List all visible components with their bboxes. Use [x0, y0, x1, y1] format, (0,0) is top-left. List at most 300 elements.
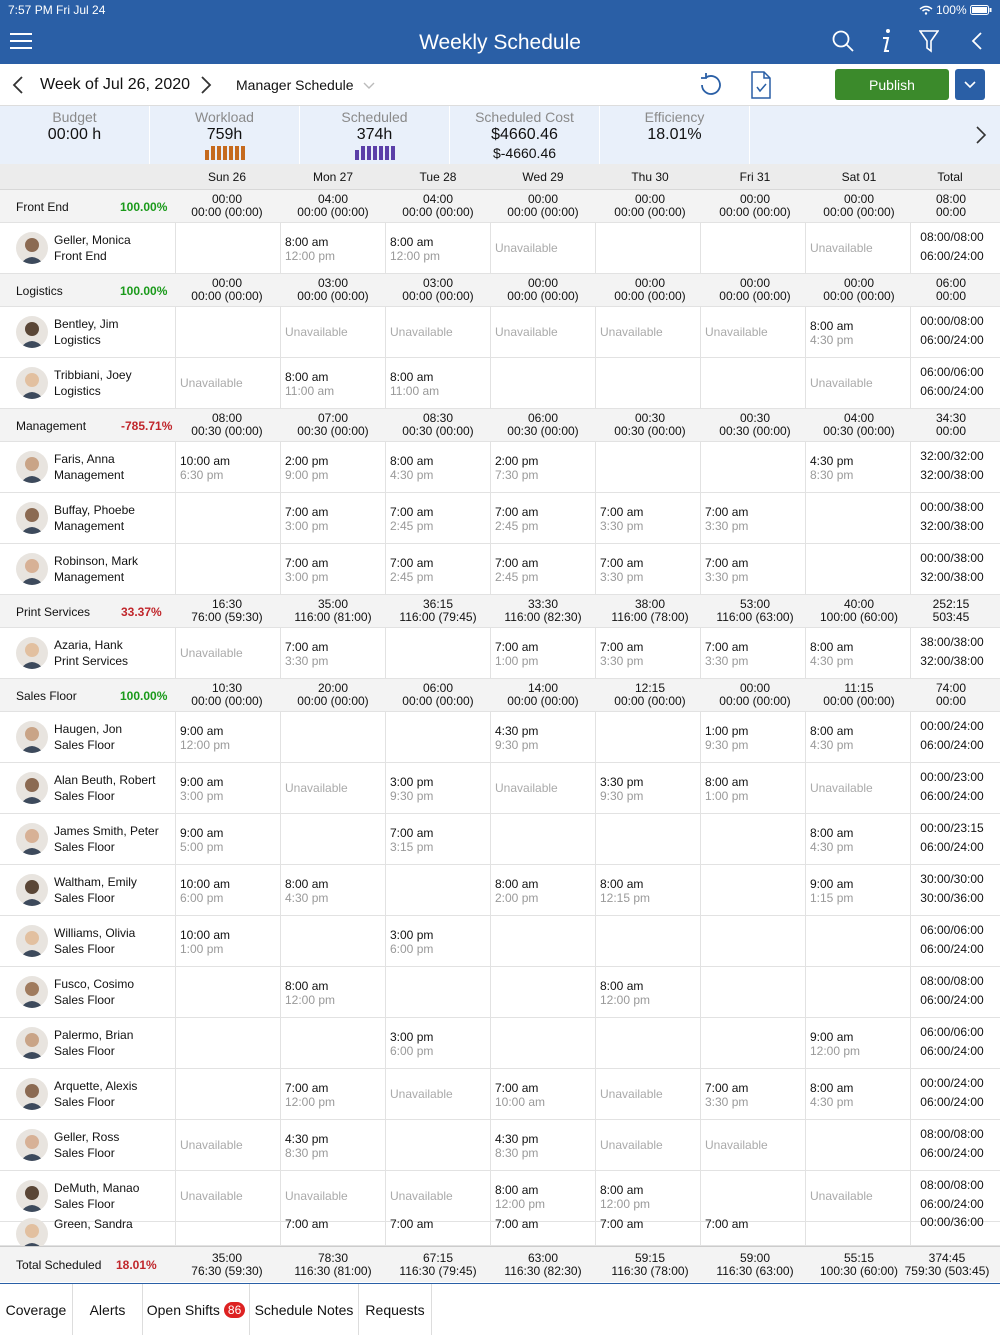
- unavailable-cell[interactable]: [595, 1120, 700, 1171]
- shift-cell[interactable]: [385, 358, 490, 409]
- empty-cell[interactable]: [175, 223, 280, 274]
- shift-cell[interactable]: [805, 628, 910, 679]
- group-day-total: [278, 277, 388, 303]
- employee-row[interactable]: [0, 814, 1000, 865]
- shift-cell[interactable]: [805, 442, 910, 493]
- shift-cell[interactable]: [385, 916, 490, 967]
- shift: [495, 505, 538, 533]
- shift-cell[interactable]: [700, 712, 805, 763]
- kpi-next-chevron-icon[interactable]: [975, 126, 987, 144]
- employee-row[interactable]: [0, 1018, 1000, 1069]
- kpi-scheduled-cost: [450, 106, 600, 164]
- shift-cell[interactable]: [280, 358, 385, 409]
- group-scheduled-hours: 11:15: [844, 681, 874, 695]
- shift: [495, 1081, 545, 1109]
- shift-cell[interactable]: [490, 628, 595, 679]
- shift-start: 8:00 am: [705, 775, 749, 789]
- shift-cell[interactable]: [805, 814, 910, 865]
- filter-icon[interactable]: [914, 26, 944, 56]
- empty-cell[interactable]: [385, 865, 490, 916]
- unavailable-cell[interactable]: [385, 1069, 490, 1120]
- spark-bar: [367, 146, 371, 160]
- shift-cell[interactable]: [385, 442, 490, 493]
- shift: [285, 370, 334, 398]
- employee-week-total: [911, 870, 993, 908]
- shift-cell[interactable]: [595, 1217, 700, 1246]
- group-scheduled-hours: 53:00: [739, 597, 771, 611]
- shift-end: 3:30 pm: [600, 519, 644, 533]
- shift-cell[interactable]: [280, 1217, 385, 1246]
- group-scheduled-hours: 00:00: [739, 192, 771, 206]
- unavailable-label: Unavailable: [600, 1087, 663, 1101]
- unavailable-cell[interactable]: [385, 307, 490, 358]
- shift-cell[interactable]: [175, 442, 280, 493]
- unavailable-cell[interactable]: [280, 307, 385, 358]
- empty-cell[interactable]: [490, 916, 595, 967]
- empty-cell[interactable]: [175, 1069, 280, 1120]
- empty-cell[interactable]: [175, 307, 280, 358]
- total-scheduled-hours: 374:45: [928, 1251, 966, 1265]
- employee-week-total: [911, 312, 993, 350]
- empty-cell[interactable]: [280, 712, 385, 763]
- shift: [285, 877, 328, 905]
- empty-cell[interactable]: [595, 916, 700, 967]
- shift: [705, 1217, 748, 1231]
- employee-total-cell: [910, 865, 1000, 916]
- group-budget-hours: 76:00 (59:30): [191, 610, 263, 624]
- shift-cell[interactable]: [280, 223, 385, 274]
- employee-fullname: DeMuth, Manao: [54, 1181, 140, 1195]
- employee-hours-limit: 06:00/24:00: [920, 789, 984, 803]
- tab-alerts[interactable]: [73, 1284, 143, 1335]
- empty-cell[interactable]: [280, 814, 385, 865]
- employee-total-cell: [910, 814, 1000, 865]
- shift: [810, 877, 853, 905]
- employee-week-total: [911, 447, 993, 485]
- empty-cell[interactable]: [175, 967, 280, 1018]
- total-day-cell: [383, 1252, 493, 1278]
- empty-cell[interactable]: [700, 1018, 805, 1069]
- empty-cell[interactable]: [700, 916, 805, 967]
- shift-start: 8:00 am: [390, 454, 434, 468]
- empty-cell[interactable]: [175, 1018, 280, 1069]
- empty-cell[interactable]: [385, 1120, 490, 1171]
- empty-cell[interactable]: [700, 223, 805, 274]
- group-budget-hours: 00:00 (00:00): [823, 694, 895, 708]
- shift-end: 4:30 pm: [810, 738, 854, 752]
- shift-end: 4:30 pm: [390, 468, 434, 482]
- shift-end: 3:30 pm: [705, 570, 749, 584]
- group-scheduled-hours: 07:00: [317, 411, 349, 425]
- group-budget-hours: 00:30 (00:00): [507, 424, 579, 438]
- total-day-cell: [488, 1252, 598, 1278]
- shift: [495, 454, 538, 482]
- unavailable-cell[interactable]: [175, 1171, 280, 1222]
- group-day-total: [700, 682, 810, 708]
- shift: [180, 775, 223, 803]
- shift-end: 6:00 pm: [390, 1044, 434, 1058]
- total-scheduled-hours: 59:15: [634, 1251, 666, 1265]
- shift-cell[interactable]: [280, 1120, 385, 1171]
- tab-label: Requests: [365, 1301, 425, 1318]
- employee-row[interactable]: [0, 544, 1000, 595]
- employee-week-total: [911, 1213, 993, 1232]
- group-total-budget: 00:00: [935, 424, 967, 438]
- shift-cell[interactable]: [595, 967, 700, 1018]
- empty-cell[interactable]: [595, 712, 700, 763]
- empty-cell[interactable]: [805, 1120, 910, 1171]
- shift-start: 8:00 am: [285, 979, 329, 993]
- empty-cell[interactable]: [385, 712, 490, 763]
- shift-cell[interactable]: [490, 1171, 595, 1222]
- group-efficiency: 100.00%: [120, 284, 168, 298]
- empty-cell[interactable]: [700, 865, 805, 916]
- employee-row[interactable]: [0, 628, 1000, 679]
- avatar: [16, 772, 48, 804]
- avatar: [16, 1027, 48, 1059]
- shift-end: 9:30 pm: [390, 789, 434, 803]
- shift-cell[interactable]: [490, 865, 595, 916]
- shift: [285, 1081, 335, 1109]
- shift-cell[interactable]: [490, 442, 595, 493]
- unavailable-cell[interactable]: [805, 1171, 910, 1222]
- document-icon[interactable]: [750, 70, 772, 100]
- shift-cell[interactable]: [490, 1217, 595, 1246]
- shift-end: 2:00 pm: [495, 891, 539, 905]
- employee-hours-limit: 06:00/24:00: [920, 1197, 984, 1211]
- shift-start: 10:00 am: [180, 928, 231, 942]
- shift-cell[interactable]: [595, 628, 700, 679]
- shift: [810, 826, 853, 854]
- shift-cell[interactable]: [805, 1069, 910, 1120]
- battery-icon: [970, 5, 992, 15]
- shift-cell[interactable]: [175, 763, 280, 814]
- empty-cell[interactable]: [280, 1018, 385, 1069]
- unavailable-cell[interactable]: [490, 763, 595, 814]
- empty-cell[interactable]: [175, 544, 280, 595]
- employee-name: [54, 232, 131, 264]
- employee-fullname: Haugen, Jon: [54, 722, 123, 736]
- shift-cell[interactable]: [280, 1069, 385, 1120]
- employee-row[interactable]: [0, 1069, 1000, 1120]
- employee-row[interactable]: [0, 1215, 1000, 1246]
- unavailable-cell[interactable]: [805, 223, 910, 274]
- employee-row[interactable]: [0, 493, 1000, 544]
- empty-cell[interactable]: [490, 358, 595, 409]
- shift-cell[interactable]: [385, 1217, 490, 1246]
- employee-total-cell: [910, 628, 1000, 679]
- empty-cell[interactable]: [595, 814, 700, 865]
- employee-fullname: Bentley, Jim: [54, 317, 119, 331]
- employee-total-cell: [910, 223, 1000, 274]
- shift-cell[interactable]: [385, 493, 490, 544]
- empty-cell[interactable]: [175, 1222, 280, 1246]
- shift-cell[interactable]: [700, 763, 805, 814]
- shift-cell[interactable]: [700, 1069, 805, 1120]
- employee-name: [54, 637, 128, 669]
- employee-department: Sales Floor: [54, 993, 115, 1007]
- empty-cell[interactable]: [700, 814, 805, 865]
- empty-cell[interactable]: [700, 1171, 805, 1222]
- group-efficiency: -785.71%: [121, 419, 173, 433]
- unavailable-label: Unavailable: [705, 325, 768, 339]
- shift: [390, 826, 433, 854]
- employee-week-total: [911, 1176, 993, 1214]
- avatar: [16, 451, 48, 483]
- spark-bar: [229, 146, 233, 160]
- shift-cell[interactable]: [700, 1217, 805, 1246]
- unavailable-cell[interactable]: [700, 1120, 805, 1171]
- empty-cell[interactable]: [385, 967, 490, 1018]
- shift: [600, 1183, 650, 1211]
- unavailable-cell[interactable]: [280, 763, 385, 814]
- employee-hours-scheduled: 06:00/06:00: [920, 1025, 984, 1039]
- shift-cell[interactable]: [280, 967, 385, 1018]
- shift-start: 8:00 am: [600, 1183, 644, 1197]
- shift-cell[interactable]: [175, 814, 280, 865]
- empty-cell[interactable]: [595, 358, 700, 409]
- unavailable-cell[interactable]: [805, 358, 910, 409]
- group-day-total: [488, 682, 598, 708]
- shift-end: 3:15 pm: [390, 840, 434, 854]
- unavailable-cell[interactable]: [175, 358, 280, 409]
- empty-cell[interactable]: [385, 628, 490, 679]
- employee-department: Sales Floor: [54, 1095, 115, 1109]
- employee-name: [54, 976, 134, 1008]
- shift-end: 1:00 pm: [180, 942, 224, 956]
- empty-cell[interactable]: [700, 442, 805, 493]
- shift-cell[interactable]: [700, 628, 805, 679]
- shift-cell[interactable]: [175, 712, 280, 763]
- shift-start: 2:00 pm: [495, 454, 539, 468]
- group-budget-hours: 00:00 (00:00): [719, 289, 791, 303]
- shift-cell[interactable]: [490, 544, 595, 595]
- tab-requests[interactable]: [359, 1284, 432, 1335]
- unavailable-label: Unavailable: [180, 376, 243, 390]
- employee-department: Sales Floor: [54, 891, 115, 905]
- unavailable-cell[interactable]: [490, 307, 595, 358]
- shift-end: 3:30 pm: [600, 570, 644, 584]
- employee-row[interactable]: [0, 712, 1000, 763]
- employee-fullname: Geller, Monica: [54, 233, 131, 247]
- tab-schedule-notes[interactable]: [250, 1284, 359, 1335]
- employee-row[interactable]: [0, 223, 1000, 274]
- unavailable-cell[interactable]: [595, 307, 700, 358]
- unavailable-cell[interactable]: [805, 763, 910, 814]
- empty-cell[interactable]: [805, 916, 910, 967]
- unavailable-cell[interactable]: [385, 1171, 490, 1222]
- publish-button[interactable]: Publish: [835, 69, 949, 100]
- empty-cell[interactable]: [595, 223, 700, 274]
- group-budget-hours: 116:00 (82:30): [504, 610, 582, 624]
- refresh-icon[interactable]: [696, 70, 726, 100]
- shift-cell[interactable]: [490, 493, 595, 544]
- employee-name: [54, 721, 122, 753]
- employee-hours-limit: 06:00/24:00: [920, 942, 984, 956]
- employee-week-total: [911, 768, 993, 806]
- employee-week-total: [911, 363, 993, 401]
- shift-end: 2:45 pm: [495, 570, 539, 584]
- unavailable-label: Unavailable: [180, 1189, 243, 1203]
- status-bar: [0, 0, 1000, 20]
- kpi-budget: [0, 106, 150, 164]
- shift: [705, 505, 748, 533]
- shift-cell[interactable]: [595, 763, 700, 814]
- shift-cell[interactable]: [280, 442, 385, 493]
- employee-fullname: Green, Sandra: [54, 1217, 133, 1231]
- shift-start: 7:00 am: [390, 556, 434, 570]
- shift-cell[interactable]: [280, 493, 385, 544]
- group-budget-hours: 00:00 (00:00): [402, 694, 474, 708]
- group-scheduled-hours: 35:00: [317, 597, 349, 611]
- shift-cell[interactable]: [805, 1018, 910, 1069]
- shift: [390, 454, 433, 482]
- group-day-total: [804, 412, 914, 438]
- empty-cell[interactable]: [490, 814, 595, 865]
- shift-cell[interactable]: [385, 763, 490, 814]
- group-day-total: [278, 598, 388, 624]
- tab-coverage[interactable]: [0, 1284, 73, 1335]
- employee-department: Sales Floor: [54, 1197, 115, 1211]
- schedule-selector[interactable]: [236, 77, 375, 93]
- group-day-total: [488, 193, 598, 219]
- empty-cell[interactable]: [805, 1222, 910, 1246]
- empty-cell[interactable]: [175, 493, 280, 544]
- empty-cell[interactable]: [595, 1018, 700, 1069]
- employee-row[interactable]: [0, 442, 1000, 493]
- employee-row[interactable]: [0, 916, 1000, 967]
- shift-start: 7:00 am: [600, 556, 644, 570]
- empty-cell[interactable]: [700, 358, 805, 409]
- day-header-1: Mon 27: [312, 170, 354, 184]
- prev-week-icon[interactable]: [12, 76, 24, 94]
- shift-cell[interactable]: [595, 1171, 700, 1222]
- shift-end: 1:00 pm: [705, 789, 749, 803]
- shift-start: 7:00 am: [390, 1217, 434, 1231]
- empty-cell[interactable]: [280, 916, 385, 967]
- kpi-value: 00:00 h: [47, 126, 102, 143]
- shift-end: 11:00 am: [285, 384, 335, 398]
- employee-row[interactable]: [0, 763, 1000, 814]
- employee-row[interactable]: [0, 865, 1000, 916]
- empty-cell[interactable]: [805, 544, 910, 595]
- shift-end: 2:45 pm: [495, 519, 539, 533]
- shift-cell[interactable]: [595, 493, 700, 544]
- empty-cell[interactable]: [805, 493, 910, 544]
- shift: [705, 556, 748, 584]
- shift: [495, 1217, 538, 1231]
- employee-name: [54, 316, 118, 348]
- shift-cell[interactable]: [385, 1018, 490, 1069]
- total-budget-hours: 116:30 (78:00): [611, 1264, 689, 1278]
- kpi-strip: [0, 106, 1000, 164]
- group-efficiency: 33.37%: [121, 605, 162, 619]
- shift-start: 8:00 am: [810, 826, 854, 840]
- employee-row[interactable]: [0, 1171, 1000, 1222]
- group-day-total: [804, 277, 914, 303]
- tab-open-shifts[interactable]: [143, 1284, 250, 1335]
- shift-end: 6:30 pm: [180, 468, 224, 482]
- shift-cell[interactable]: [175, 916, 280, 967]
- shift-end: 3:30 pm: [705, 654, 749, 668]
- unavailable-cell[interactable]: [595, 1069, 700, 1120]
- unavailable-cell[interactable]: [175, 1120, 280, 1171]
- employee-row[interactable]: [0, 1120, 1000, 1171]
- shift-cell[interactable]: [490, 712, 595, 763]
- unavailable-cell[interactable]: [280, 1171, 385, 1222]
- group-row: [0, 274, 1000, 307]
- shift-end: 12:00 pm: [285, 1095, 336, 1109]
- kpi-label: Workload: [195, 109, 254, 125]
- shift-cell[interactable]: [490, 1120, 595, 1171]
- group-total-budget: 00:00: [935, 205, 967, 219]
- shift-start: 9:00 am: [180, 724, 224, 738]
- group-budget-hours: 116:00 (81:00): [294, 610, 372, 624]
- empty-cell[interactable]: [595, 442, 700, 493]
- employee-row[interactable]: [0, 967, 1000, 1018]
- empty-cell[interactable]: [490, 1018, 595, 1069]
- shift-cell[interactable]: [805, 712, 910, 763]
- group-total-budget: 00:00: [935, 289, 967, 303]
- unavailable-cell[interactable]: [700, 307, 805, 358]
- group-budget-hours: 00:00 (00:00): [191, 205, 263, 219]
- employee-fullname: Robinson, Mark: [54, 554, 139, 568]
- shift-start: 10:00 am: [180, 877, 231, 891]
- group-name: Print Services: [16, 605, 91, 619]
- empty-cell[interactable]: [805, 967, 910, 1018]
- shift-cell[interactable]: [595, 865, 700, 916]
- employee-week-total: [911, 228, 993, 266]
- shift: [495, 640, 538, 668]
- back-chevron-icon[interactable]: [962, 26, 992, 56]
- shift: [495, 1183, 545, 1211]
- shift-cell[interactable]: [700, 493, 805, 544]
- shift-cell[interactable]: [595, 544, 700, 595]
- group-budget-hours: 00:00 (00:00): [402, 289, 474, 303]
- empty-cell[interactable]: [700, 967, 805, 1018]
- shift-cell[interactable]: [490, 1069, 595, 1120]
- shift-cell[interactable]: [385, 814, 490, 865]
- employee-fullname: Buffay, Phoebe: [54, 503, 135, 517]
- search-icon[interactable]: [828, 26, 858, 56]
- avatar: [16, 823, 48, 855]
- employee-row[interactable]: [0, 307, 1000, 358]
- shift-cell[interactable]: [700, 544, 805, 595]
- shift-cell[interactable]: [805, 307, 910, 358]
- day-header-6: Sat 01: [841, 170, 877, 184]
- shift-cell[interactable]: [805, 865, 910, 916]
- empty-cell[interactable]: [490, 967, 595, 1018]
- shift-cell[interactable]: [280, 628, 385, 679]
- unavailable-cell[interactable]: [175, 628, 280, 679]
- employee-total-cell: [910, 916, 1000, 967]
- total-budget-hours: 76:30 (59:30): [191, 1264, 263, 1278]
- employee-name: [54, 772, 155, 804]
- group-efficiency: 100.00%: [120, 689, 168, 703]
- shift-cell[interactable]: [280, 544, 385, 595]
- unavailable-cell[interactable]: [490, 223, 595, 274]
- group-day-total: [488, 412, 598, 438]
- total-day-cell: [804, 1252, 914, 1278]
- next-week-icon[interactable]: [200, 76, 212, 94]
- info-icon[interactable]: [871, 26, 901, 56]
- shift-cell[interactable]: [385, 223, 490, 274]
- shift-cell[interactable]: [385, 544, 490, 595]
- shift-cell[interactable]: [280, 865, 385, 916]
- employee-row[interactable]: [0, 358, 1000, 409]
- shift-cell[interactable]: [175, 865, 280, 916]
- publish-options-button[interactable]: [955, 69, 985, 100]
